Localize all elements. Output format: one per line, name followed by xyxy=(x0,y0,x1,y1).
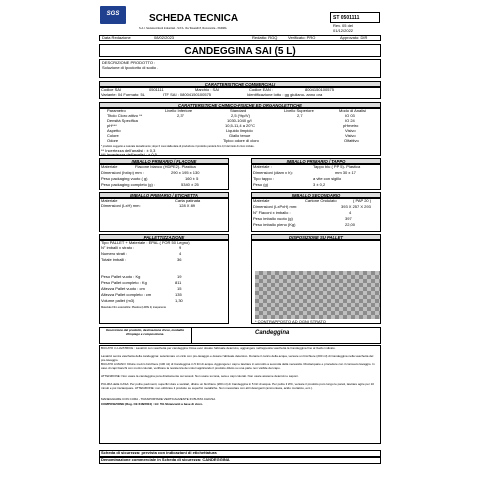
row-titolo-inf: 2,3° xyxy=(177,113,185,118)
incertezza-cloro: ** Incertezza dell'analisi : ± 0,3 xyxy=(101,148,156,153)
document-id: ST 0501111 xyxy=(330,12,380,23)
flacone-dimensioni-label: Dimensioni (hxlxp) mm : xyxy=(101,170,144,175)
tappo-peso-value: 3 ± 0,2 xyxy=(313,182,326,187)
chemical-note: * prodotto soggetto a naturale decadimento; dopo 6 mesi dalla data di produzione il prodotto perderà fino 0,3 del titolo di cloro iniziale. xyxy=(101,145,255,148)
pallet-altezza-completo-value: 135 xyxy=(175,292,182,297)
col-modo-analisi: Modo di Analisi xyxy=(339,108,366,113)
secondario-materiale-value: Cartone Ondulato xyxy=(305,198,337,203)
denominazione-commerciale: Denominazione commerciale in Scheda di sicurezza: CANDEGGINA xyxy=(101,457,230,462)
secondario-dimensioni-label: Dimensioni (LxPxH) mm: xyxy=(253,204,298,209)
pallet-film: Materiale Film estensibile: Plastica (LDPE 4) trasparente xyxy=(101,306,167,309)
pallet-imballi-strato-label: N° imballi x strato : xyxy=(101,245,135,250)
tappo-tipo-value: a vite con sigillo xyxy=(313,176,342,181)
secondario-peso-pieno-value: 22,00 xyxy=(345,222,356,227)
company-info: S.A.I. Società Articoli Industriali - S.P.A. Via Tosarelli 8, Roncoviola - PARMA xyxy=(139,27,227,30)
chemical-heading: CARATTERISTICHE CHIMICO-FISICHE ED ORGANOLETTICHE xyxy=(99,102,381,108)
description-label: DESCRIZIONE PRODOTTO : xyxy=(102,60,156,65)
pallet-heading: PALLETTIZZAZIONE xyxy=(99,234,229,240)
commercial-heading: CARATTERISTICHE COMMERCIALI xyxy=(99,81,381,87)
tappo-dimensioni-value: mm 30 x 17 xyxy=(335,170,356,175)
codice-sai-value: 0501111 xyxy=(149,87,164,92)
logo-text: SGS xyxy=(106,11,120,18)
revision-label: Rev. 05 del xyxy=(333,23,353,28)
flacone-peso-vuoto-value: 160 ± 5 xyxy=(185,176,199,181)
pallet-strati-label: Numero strati : xyxy=(101,251,128,256)
tappo-tipo-label: Tipo tappo : xyxy=(253,176,274,181)
pallet-totale-value: 36 xyxy=(177,257,182,262)
verificato-label: Verificato: PRO xyxy=(288,34,316,40)
row-aspetto-std: Liquido limpido xyxy=(226,128,253,133)
pallet-altezza-completo-label: Altezza Pallet completo : cm xyxy=(101,292,152,297)
col-parametro: Parametro xyxy=(107,108,126,113)
pallet-altezza-vuoto-value: 15 xyxy=(177,286,182,291)
etichetta-dimensioni-label: Dimensioni (LxH) mm: xyxy=(101,203,141,208)
uso-divider xyxy=(191,327,192,344)
row-odore-param: Odore xyxy=(107,138,119,143)
approvato-label: Approvato: DIR xyxy=(340,34,368,40)
uso-value: Candeggina xyxy=(255,330,290,336)
codice-ean-value: 8004150100575 xyxy=(305,87,334,92)
data-redazione-label: Data Redazione xyxy=(102,34,131,40)
etichetta-materiale-label: Materiale xyxy=(101,198,118,203)
row-colore-std: Giallo tenue xyxy=(229,133,251,138)
pallet-imballi-strato-value: 9 xyxy=(179,245,182,250)
pallet-strati-value: 4 xyxy=(179,251,182,256)
uso-label: Descrizione del prodotto, destinazione d'uso, modalità d'impiego e composizione. xyxy=(106,328,184,336)
secondario-peso-pieno-label: Peso imballo pieno (Kg) xyxy=(253,222,296,227)
flacone-materiale-label: Materiale xyxy=(101,164,118,169)
row-ph-param: pH*** xyxy=(107,123,117,128)
codice-sai-label: Codice SAI xyxy=(101,87,122,92)
etichetta-dimensioni-value: 128 X 89 xyxy=(179,203,196,208)
row-aspetto-param: Aspetto xyxy=(107,128,121,133)
row-densita-modo: IO 24 xyxy=(345,118,355,123)
pallet-volume-label: Volume pallet (m3) xyxy=(101,298,135,303)
secondario-dimensioni-value: 393 X 257 X 293 xyxy=(341,204,371,209)
pallet-peso-vuoto-value: 19 xyxy=(177,274,182,279)
row-titolo-param: Titolo Cloro attivo ** xyxy=(107,113,143,118)
secondario-peso-vuoto-value: 397 xyxy=(345,216,352,221)
pallet-tipo: Tipo PALLET + Materiale : EPAL ( FOR 50 Legno) xyxy=(101,240,190,245)
flacone-heading: IMBALLO PRIMARIO / FLACONE xyxy=(99,158,229,164)
scheda-sicurezza: Scheda di sicurezza: prevista con indicazioni di etichettatura xyxy=(101,450,217,455)
row-titolo-sup: 2,7 xyxy=(297,113,303,118)
product-description xyxy=(99,59,381,78)
col-standard: Standard xyxy=(230,108,247,113)
tappo-materiale-value: Tappo blu ( PP 5)- Plastica xyxy=(313,164,361,169)
variante-formato: Variante: 04 Formato: 5L xyxy=(101,92,145,97)
page-title: SCHEDA TECNICA xyxy=(149,13,239,24)
pallet-layout-image xyxy=(255,271,380,319)
row-titolo-std: 2,5 (%p/V) xyxy=(231,113,250,118)
secondario-materiale-label: Materiale xyxy=(253,198,270,203)
redatto-label: Redatto: RGQ xyxy=(252,34,278,40)
uso-paragraph-6: MANEGGIARE CON CURA - TRASPORTARE VERTICALMENTE IN BUSTA CHIUSA xyxy=(101,397,216,401)
identificazione-lotto: Identificazione lotto : gg giuliano- anno ora xyxy=(247,92,323,97)
col-livello-superiore: Livello Superiore xyxy=(284,108,314,113)
itf-sai: ITF SAI : 08004150100575 xyxy=(163,92,212,97)
flacone-peso-completo-value: 5340 ± 25 xyxy=(181,182,199,187)
flacone-peso-vuoto-label: Peso packaging vuoto ( g) xyxy=(101,176,148,181)
row-ph-modo: pHmetro xyxy=(343,123,359,128)
uso-paragraph-3: BUCATO A MANO: Diluire mezzo bicchiere (100 ml) di Candeggina in 5 litri di acqua. Aggiungere i capi e lasciare in ammollo a seconda della necessità. Risciacquare e procedere con il consueto lavaggio. In caso di capi bianchi con motivi colorati, verificare la resistenza dei colori applicando il prodotto diluito su una parte non visibile del capo. xyxy=(101,362,375,370)
col-livello-inferiore: Livello Inferiore xyxy=(165,108,193,113)
pallet-altezza-vuoto-label: Altezza Pallet vuoto : cm xyxy=(101,286,145,291)
secondario-heading: IMBALLO SECONDARIO xyxy=(251,192,381,198)
row-colore-param: Colore xyxy=(107,133,119,138)
disposizione-heading: DISPOSIZIONE SU PALLET xyxy=(251,234,381,240)
uso-paragraph-5: PULIZIA della CASA: Per pulire pavimenti, superfici dure e sanitari, diluire un bicchiere (200 ml) di Candeggina in 5 litri di acqua. Per pulire il WC, versare il prodotto puro lungo le pareti, lasciare agire per 10 minuti e poi risciacquare. ATTENZIONE: non utilizzare il prodotto su superfici metalliche. Non mescolare con altri detergenti (ammoniaca, acido muriatico, ecc.). xyxy=(101,382,374,390)
tappo-peso-label: Peso (g) xyxy=(253,182,269,187)
row-densita-std: 1030-1040 g/l xyxy=(227,118,252,123)
flacone-dimensioni-value: 290 x 195 x 130 xyxy=(171,170,200,175)
company-logo xyxy=(100,6,126,24)
uso-paragraph-1: BUCATO in LAVATRICE : Lavatrici con vaschetta per candeggina: Dose ever dosato l'abituale detersivo, aggiungere nell'apposita vaschetta la Candeggina fino al livello indicato. xyxy=(101,346,336,350)
tappo-heading: IMBALLO PRIMARIO / TAPPO xyxy=(251,158,381,164)
flacone-peso-completo-label: Peso packaging completo (g) : xyxy=(101,182,156,187)
marchio: Marchio : SAI xyxy=(195,87,220,92)
uso-paragraph-7: COMPOSIZIONE (Reg. CE 648/2004) : Inf. 5% Sbiancanti a base di cloro. xyxy=(101,402,204,406)
product-title: CANDEGGINA SAI (5 L) xyxy=(99,44,381,57)
pallet-volume-value: 1,30 xyxy=(175,298,183,303)
tappo-materiale-label: Materiale : xyxy=(253,164,272,169)
redaction-row xyxy=(99,35,381,41)
etichetta-heading: IMBALLO PRIMARIO / ETICHETTA xyxy=(99,192,229,198)
tappo-dimensioni-label: Dimensioni (diam x h): xyxy=(253,170,293,175)
pallet-peso-completo-label: Peso Pallet completo : Kg xyxy=(101,280,147,285)
row-titolo-modo: IO 03 xyxy=(345,113,355,118)
pallet-peso-completo-value: 811 xyxy=(175,280,182,285)
row-densita-param: Densità Specifica xyxy=(107,118,138,123)
row-odore-modo: Olfattivo xyxy=(344,138,359,143)
uso-paragraph-2: Lavatrici senza vaschetta della candeggina: selezionare un ciclo con pre-lavaggio e dosare l'abituale detersivo. Durante il carico della acqua, versare un bicchiere (200 ml) di Candeggina nella vaschetta del pre-lavaggio. xyxy=(101,354,374,362)
row-ph-std: 10,5-11,4 a 20°C xyxy=(225,123,255,128)
disposizione-note: * CONTRAPPOSTO AD OGNI STRATO xyxy=(255,319,326,324)
revision-date: 01/12/2022 xyxy=(333,28,354,33)
row-aspetto-modo: Visivo xyxy=(345,128,356,133)
secondario-peso-vuoto-label: Peso imballo vuoto (g) xyxy=(253,216,293,221)
pallet-totale-label: Totale imballi : xyxy=(101,257,127,262)
flacone-materiale-value: Flacone bianco (HDPE2)- Plastica xyxy=(135,164,196,169)
row-colore-modo: Visivo xyxy=(345,133,356,138)
codice-ean-label: Codice EAN : xyxy=(249,87,274,92)
technical-sheet-page xyxy=(99,4,381,476)
secondario-flaconi-value: 4 xyxy=(349,210,352,215)
secondario-materiale-code: ( PAP 20 ) xyxy=(353,198,372,203)
row-odore-std: Tipico odore di cloro xyxy=(223,138,259,143)
etichetta-materiale-value: Carta patinata xyxy=(175,198,201,203)
data-redazione-value: 08/02/2023 xyxy=(154,34,175,40)
secondario-flaconi-label: N° Flaconi x imballo : xyxy=(253,210,291,215)
description-text: Soluzione di Ipoclorito di sodio . xyxy=(102,64,159,70)
pallet-peso-vuoto-label: Peso Pallet vuoto : Kg xyxy=(101,274,141,279)
incertezza-ph: *** Incertezza dell'analisi : ± 0,5 xyxy=(101,152,157,157)
uso-paragraph-4: ATTENZIONE: Non usare la candeggina pura direttamente sui tessuti. Non usare su lana, seta e capi colorati. Non usare assieme detersivi e saponi. xyxy=(101,374,299,378)
